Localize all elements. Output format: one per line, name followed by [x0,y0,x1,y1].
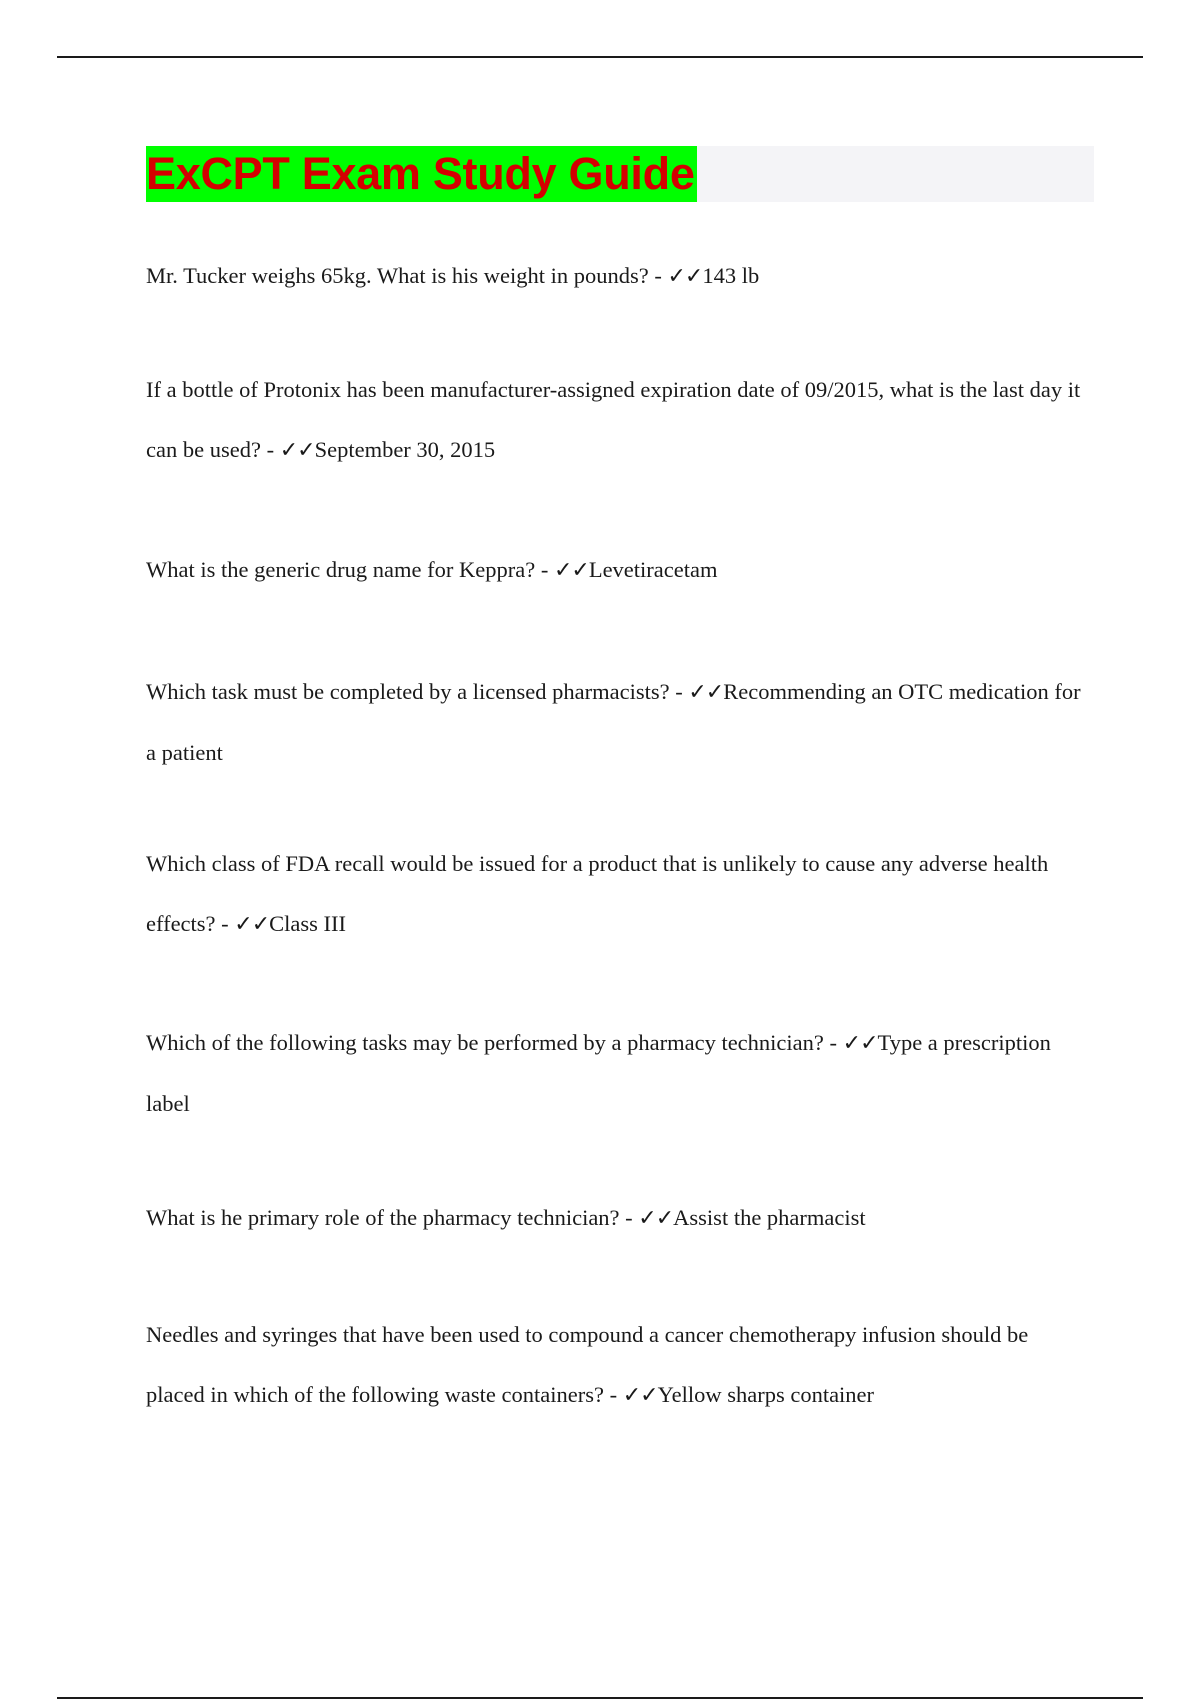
qa-item [146,1305,1086,1426]
answer-text: Type a prescription label [146,1030,1051,1116]
double-check-icon: ✓✓ [553,558,589,583]
question-text: If a bottle of Protonix has been manufacturer-assigned expiration date of 09/2015, what is the last day it can be used? [146,377,1081,462]
answer-text: September 30, 2015 [314,437,496,462]
document-title: ExCPT Exam Study Guide [146,146,697,202]
double-check-icon: ✓✓ [638,1206,674,1231]
separator: - [619,1205,639,1230]
separator: - [603,1382,623,1407]
answer-text: Yellow sharps container [657,1382,875,1407]
question-text: Which of the following tasks may be performed by a pharmacy technician? [146,1030,824,1055]
footer-rule [57,1697,1143,1699]
qa-item [146,834,1086,955]
question-text: Which task must be completed by a licensed pharmacists? [146,679,670,704]
double-check-icon: ✓✓ [842,1031,878,1056]
double-check-icon: ✓✓ [234,912,270,937]
answer-text: Assist the pharmacist [673,1205,866,1230]
answer-text: 143 lb [702,263,760,288]
double-check-icon: ✓✓ [622,1383,658,1408]
question-text: What is the generic drug name for Keppra? [146,557,536,582]
answer-text: Recommending an OTC medication for a patient [146,679,1081,765]
answer-text: Class III [269,911,347,936]
double-check-icon: ✓✓ [688,680,724,705]
question-text: Needles and syringes that have been used to compound a cancer chemotherapy infusion should be placed in which of the following waste containers? [146,1322,1029,1407]
qa-item [146,540,1086,601]
separator: - [535,557,554,582]
question-text: Which class of FDA recall would be issued for a product that is unlikely to cause any adverse health effects? [146,851,1049,936]
separator: - [215,911,235,936]
question-text: Mr. Tucker weighs 65kg. What is his weight in pounds? [146,263,649,288]
qa-item [146,1013,1086,1134]
header-rule [57,56,1143,58]
separator: - [669,679,689,704]
separator: - [823,1030,843,1055]
double-check-icon: ✓✓ [279,438,315,463]
answer-text: Levetiracetam [588,557,718,582]
qa-item [146,360,1086,481]
qa-item [146,662,1086,783]
separator: - [648,263,668,288]
qa-item [146,246,1086,307]
double-check-icon: ✓✓ [667,264,703,289]
question-text: What is he primary role of the pharmacy technician? [146,1205,620,1230]
qa-item [146,1188,1086,1249]
separator: - [260,437,280,462]
